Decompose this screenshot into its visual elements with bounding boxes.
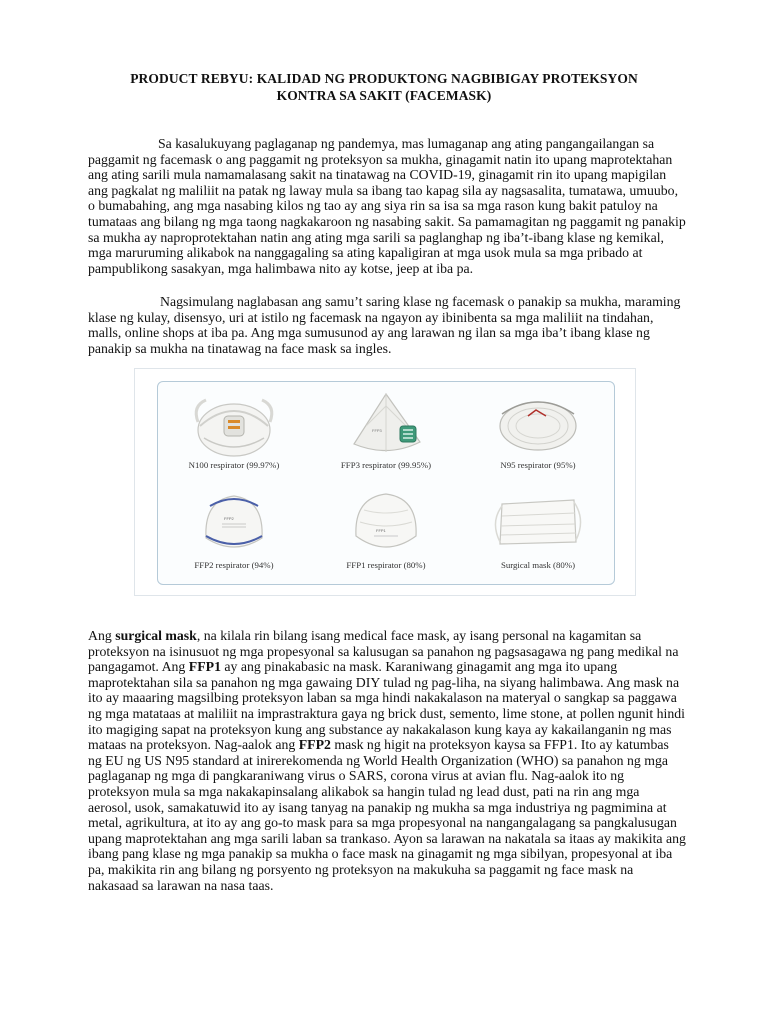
term-surgical-mask: surgical mask [115, 628, 197, 643]
caption-n95: N95 respirator (95%) [500, 460, 576, 470]
svg-text:FFP3: FFP3 [372, 428, 382, 433]
title-line-2: KONTRA SA SAKIT (FACEMASK) [276, 88, 492, 103]
paragraph-types: Nagsimulang naglabasan ang samu’t saring klase ng facemask o panakip sa mukha, maraming klase ng kulay, disensyo, uri at istilo ng facemask na ngayon ay ibinibenta sa mga maliliit na tindahan, malls, online shops at iba pa. Ang mga sumusunod ay ang larawan ng ilan sa mga iba’t ibang klase ng panakip sa mukha na tinatawag na face mask sa ingles. [88, 294, 681, 356]
figure-cell-ffp2 [158, 482, 310, 582]
figure-cell-ffp3 [310, 382, 462, 482]
surgical-mask-image [488, 486, 588, 560]
p3-text-a: Ang [88, 628, 116, 643]
figure-cell-ffp1 [310, 482, 462, 582]
svg-text:FFP1: FFP1 [376, 528, 386, 533]
p3-text-g: mask ng higit na proteksyon kaysa sa FFP1. Ito ay katumbas ng EU ng US N95 standard at inirerekomenda ng World Health Organization (WHO) sa panahon ng mga paglaganap ng mga di pangkaraniwang virus o SARS, corona virus at avian flu. Nag-aalok ito ng proteksyon mula sa mga nakakapinsalang alikabok sa hangin tulad ng lead dust, pati na rin ang mga aerosol, usok, samakatuwid ito ay isang tanyag na panakip ng mukha sa mga industriya ng pagmimina at metal, agrikultura, at ito ay ang go-to mask para sa mga propesyonal na nangangalagang sa pangkalusugan upang maprotektahan ang mga sarili laban sa trankaso. Ayon sa larawan na nakatala sa itaas ay makikita ang ibang pang klase ng mga panakip sa mukha o face mask na ginagamit ng mga sibilyan, propesyonal at iba pa, makikita rin ang bilang ng porsyento ng proteksyon na makukuha sa paggamit ng face mask na nakasaad sa larawan na nasa taas. [88, 737, 686, 893]
caption-surgical: Surgical mask (80%) [500, 560, 576, 570]
facemask-figure [134, 368, 636, 596]
caption-ffp3: FFP3 respirator (99.95%) [340, 460, 432, 470]
caption-ffp2: FFP2 respirator (94%) [194, 560, 274, 570]
caption-ffp1: FFP1 respirator (80%) [346, 560, 426, 570]
term-ffp1: FFP1 [188, 659, 221, 675]
svg-text:FFP2: FFP2 [224, 516, 234, 521]
paragraph-intro: Sa kasalukuyang paglaganap ng pandemya, mas lumaganap ang ating pangangailangan sa paggamit ng facemask o ang paggamit ng proteksyon sa mukha, ginagamit natin ito upang maprotektahan ang ating sarili mula namamalasang sakit na tinatawag na COVID-19, ginagamit rin ito upang mapigilan ang pagkalat ng maliliit na patak ng laway mula sa ibang tao kapag sila ay nagsasalita, tumatawa, umuubo, o bumabahing, ang mga nasabing kilos ng tao ay ang siya rin sa isa sa mga rason kung bakit patuloy na tumataas ang bilang ng mga taong nagkakaroon ng nasabing sakit. Sa pamamagitan ng paggamit ng panakip sa mukha ay naproprotektahan natin ang ating mga sarili sa paglanghap ng iba’t-ibang klase ng kemikal, mga maruruming alikabok na nanggagaling sa ating kapaligiran at mga usok mula sa mga pribado at pampublikong sasakyan, mga halimbawa nito ay kotse, jeep at iba pa. [88, 136, 686, 276]
n95-respirator-image [488, 386, 588, 460]
term-ffp2: FFP2 [298, 737, 331, 753]
paragraph-mask-types [88, 628, 686, 893]
caption-n100: N100 respirator (99.97%) [188, 460, 280, 470]
title-line-1: PRODUCT REBYU: KALIDAD NG PRODUKTONG NAGBIBIGAY PROTEKSYON [130, 71, 638, 86]
figure-cell-n100 [158, 382, 310, 482]
figure-cell-surgical [462, 482, 614, 582]
p3-text-e: ay ang pinakabasic na mask. Karaniwang ginagamit ang mga ito upang maprotektahan sila sa panahon ng mga gawaing DIY tulad ng pag-liha, na siyang halimbawa. Ang mask na ito ay maaaring magsilbing proteksyon laban sa mga hindi nakakalason na materyal o sangkap sa paggawa ng mga matataas at maliliit na imprastraktura gaya ng brick dust, semento, lime stone, at pollen ngunit hindi ito magiging sapat na proteksyon kung ang substance ay nakakalason kung kaya ay kakailanganin ng mas mataas na proteksyon. Nag-aalok ang [88, 659, 685, 753]
figure-cell-n95 [462, 382, 614, 482]
ffp2-respirator-image [184, 486, 284, 560]
figure-frame [157, 381, 615, 585]
ffp3-respirator-image [336, 386, 436, 460]
document-title [80, 70, 688, 104]
n100-respirator-image [184, 386, 284, 460]
ffp1-respirator-image [336, 486, 436, 560]
p3-text-c: , na kilala rin bilang isang medical face mask, ay isang personal na kagamitan sa proteksyon na isinusuot ng mga propesyonal sa kalusugan sa panahon ng pagsasagawa ng pang medikal na pangagamot. Ang [88, 628, 679, 675]
